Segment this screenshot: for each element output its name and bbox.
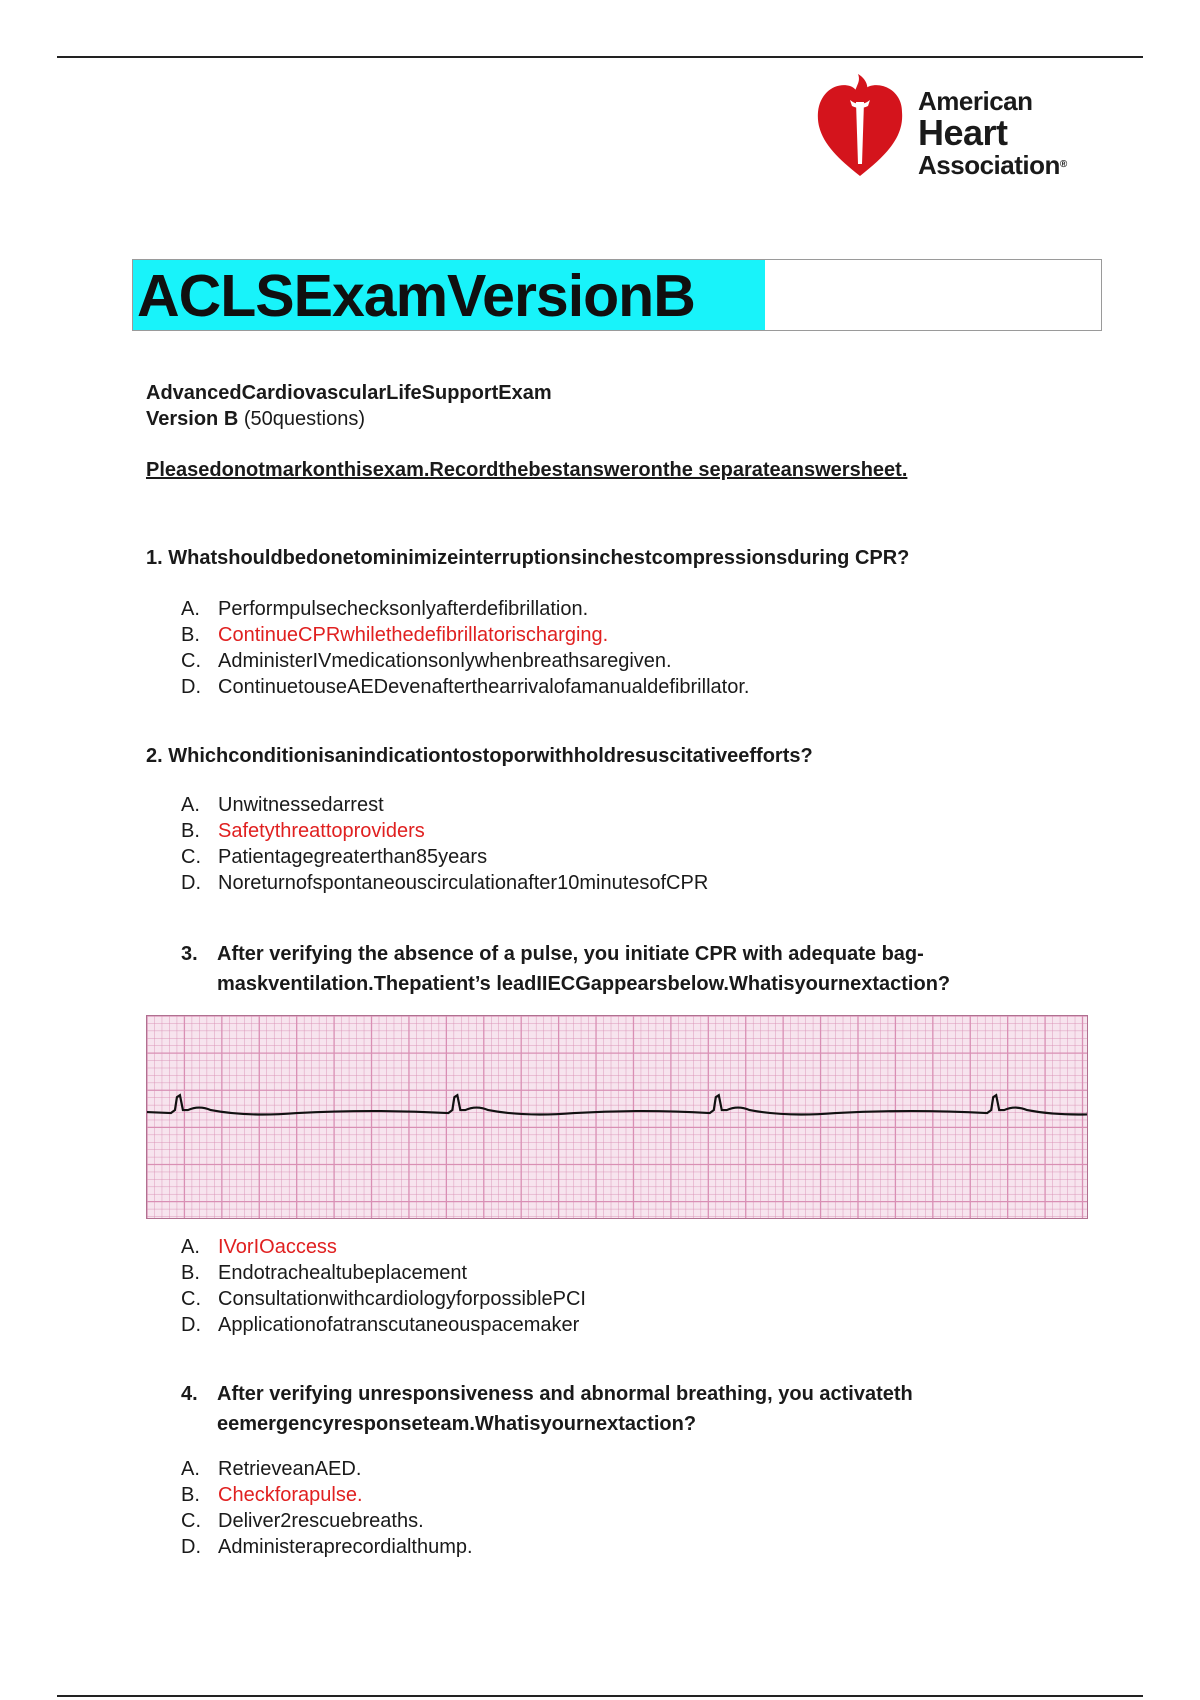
option-letter: B. (181, 820, 200, 842)
bottom-rule (57, 1695, 1143, 1697)
option-text: AdministerIVmedicationsonlywhenbreathsaregiven. (218, 650, 672, 672)
question-number: 4. (181, 1383, 198, 1405)
answer-list-2 (181, 792, 708, 896)
answer-list-4 (181, 1456, 473, 1560)
registered-mark: ® (1059, 159, 1067, 170)
logo-line-american: American (918, 86, 1033, 116)
option-letter: B. (181, 624, 200, 646)
exam-subtitle (146, 380, 552, 432)
answer-option (181, 648, 749, 674)
answer-list-3 (181, 1234, 586, 1338)
answer-option (181, 674, 749, 700)
option-text: IVorIOaccess (218, 1236, 337, 1258)
option-letter: A. (181, 1236, 200, 1258)
option-text: ConsultationwithcardiologyforpossiblePCI (218, 1288, 586, 1310)
option-text: Performpulsechecksonlyafterdefibrillation. (218, 598, 589, 620)
title-box (132, 259, 1102, 331)
question-number: 2. (146, 745, 163, 767)
answer-option (181, 1286, 586, 1312)
question-number: 1. (146, 547, 163, 569)
answer-option (181, 1312, 586, 1338)
option-text: Deliver2rescuebreaths. (218, 1510, 424, 1532)
option-letter: D. (181, 676, 201, 698)
instructions-notice: Pleasedonotmarkonthisexam.Recordthebestansweronthe separateanswersheet. (146, 459, 908, 481)
option-letter: C. (181, 1510, 201, 1532)
logo-line-association: Association (918, 150, 1060, 180)
answer-option (181, 844, 708, 870)
option-letter: C. (181, 846, 201, 868)
option-letter: C. (181, 650, 201, 672)
answer-option (181, 1508, 473, 1534)
answer-list-1 (181, 596, 749, 700)
option-letter: A. (181, 1458, 200, 1480)
aha-logo (812, 72, 1092, 188)
option-text: Unwitnessedarrest (218, 794, 384, 816)
ecg-trace (147, 1095, 1087, 1114)
answer-option-correct (181, 1482, 473, 1508)
option-text: Applicationofatranscutaneouspacemaker (218, 1314, 580, 1336)
option-text: Endotrachealtubeplacement (218, 1262, 468, 1284)
answer-option (181, 870, 708, 896)
question-4 (181, 1379, 1081, 1439)
answer-option-correct (181, 1234, 586, 1260)
option-letter: D. (181, 1536, 201, 1558)
answer-option (181, 1534, 473, 1560)
option-text: ContinuetouseAEDevenafterthearrivalofamanualdefibrillator. (218, 676, 750, 698)
question-text: Whichconditionisanindicationtostoporwithholdresuscitativeefforts? (168, 745, 813, 767)
answer-option (181, 596, 749, 622)
question-number: 3. (181, 943, 198, 965)
heart-torch-icon (812, 72, 908, 182)
option-letter: D. (181, 872, 201, 894)
option-text: Checkforapulse. (218, 1484, 363, 1506)
page-title: ACLSExamVersionB (137, 263, 695, 329)
subtitle-question-count: (50questions) (238, 408, 366, 430)
option-letter: D. (181, 1314, 201, 1336)
question-1 (146, 543, 909, 573)
option-letter: C. (181, 1288, 201, 1310)
option-text: ContinueCPRwhilethedefibrillatorischarging. (218, 624, 609, 646)
ecg-strip-lead-ii (146, 1015, 1088, 1219)
subtitle-line1: AdvancedCardiovascularLifeSupportExam (146, 382, 552, 404)
option-text: Patientagegreaterthan85years (218, 846, 488, 868)
logo-line-heart: Heart (918, 112, 1008, 153)
option-text: Safetythreattoproviders (218, 820, 425, 842)
question-text: Whatshouldbedonetominimizeinterruptionsinchestcompressionsduring CPR? (168, 547, 910, 569)
question-text: After verifying unresponsiveness and abnormal breathing, you activateth eemergencyresponseteam.Whatisyournextaction? (217, 1383, 913, 1435)
option-text: Noreturnofspontaneouscirculationafter10minutesofCPR (218, 872, 709, 894)
option-text: Administeraprecordialthump. (218, 1536, 473, 1558)
answer-option (181, 1456, 473, 1482)
option-letter: A. (181, 794, 200, 816)
option-letter: B. (181, 1484, 200, 1506)
question-text: After verifying the absence of a pulse, you initiate CPR with adequate bag-maskventilation.Thepatient’s leadIIECGappearsbelow.Whatisyournextaction? (217, 943, 951, 995)
question-3 (181, 939, 1081, 999)
subtitle-version: Version B (146, 408, 239, 430)
option-letter: B. (181, 1262, 200, 1284)
answer-option (181, 1260, 586, 1286)
option-text: RetrieveanAED. (218, 1458, 362, 1480)
ecg-grid-and-trace (147, 1016, 1087, 1218)
answer-option (181, 792, 708, 818)
answer-option-correct (181, 818, 708, 844)
answer-option-correct (181, 622, 749, 648)
ecg-grid (147, 1016, 1087, 1218)
question-2 (146, 741, 813, 771)
option-letter: A. (181, 598, 200, 620)
top-rule (57, 56, 1143, 58)
